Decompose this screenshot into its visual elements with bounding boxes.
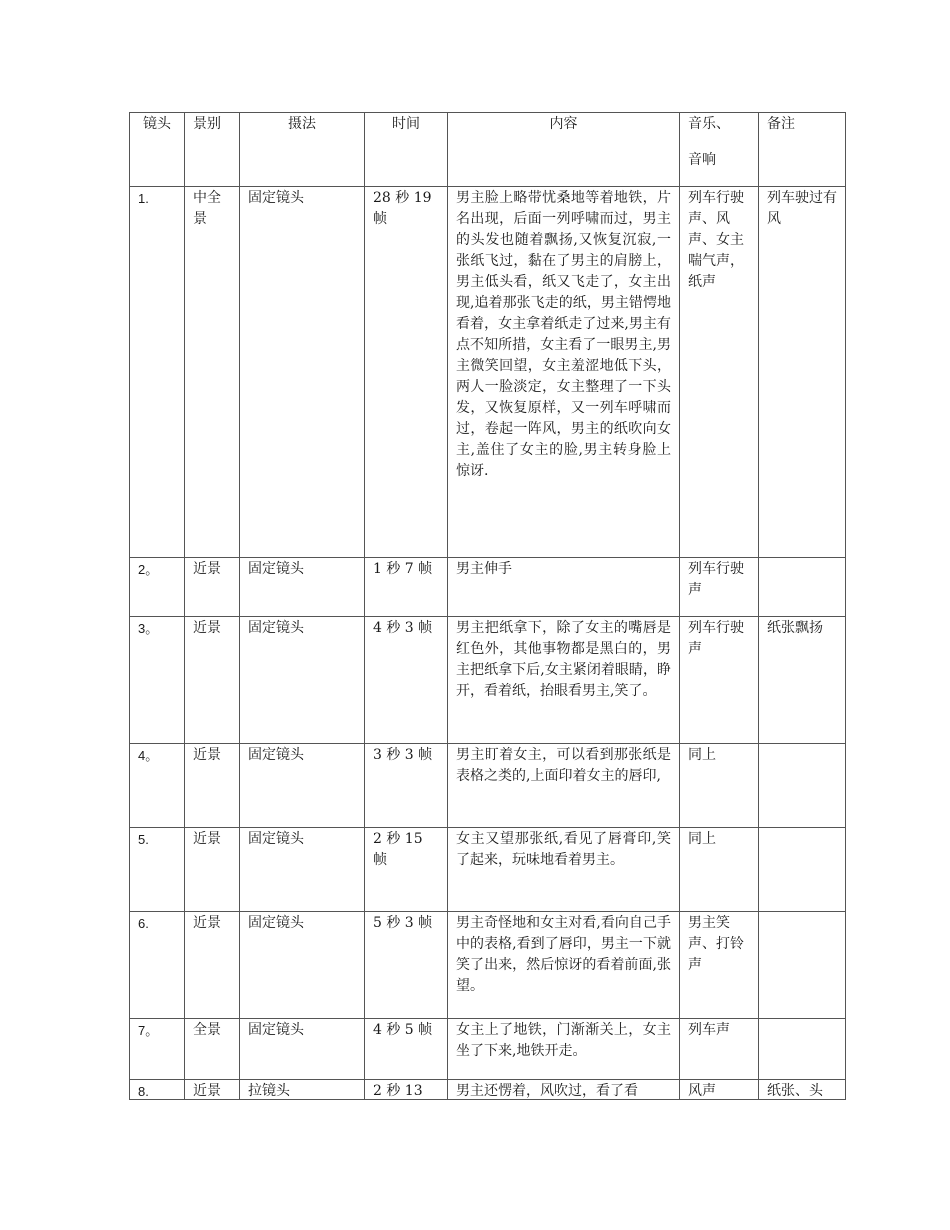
cell-content: 男主把纸拿下，除了女主的嘴唇是红色外，其他事物都是黑白的，男主把纸拿下后,女主紧闭着眼睛，睁开，看着纸，抬眼看男主,笑了。 [448,617,680,744]
cell-time: 1 秒 7 帧 [365,558,448,617]
cell-music: 列车声 [680,1019,759,1080]
cell-notes [759,828,846,912]
table-row [130,1019,846,1080]
header-method: 摄法 [240,113,365,187]
header-notes: 备注 [759,113,846,187]
cell-shot: 1. [130,187,185,558]
cell-shot: 6. [130,912,185,1019]
storyboard-table [129,112,846,1100]
cell-shot: 5. [130,828,185,912]
header-scale: 景别 [185,113,240,187]
cell-shot: 7。 [130,1019,185,1080]
cell-method: 固定镜头 [240,617,365,744]
cell-content: 男主脸上略带忧桑地等着地铁，片名出现，后面一列呼啸而过，男主的头发也随着飘扬,又恢复沉寂,一张纸飞过，黏在了男主的肩膀上，男主低头看，纸又飞走了，女主出现,追着那张飞走的纸，男主错愕地看着，女主拿着纸走了过来,男主有点不知所措，女主看了一眼男主,男主微笑回望，女主羞涩地低下头，两人一脸淡定，女主整理了一下头发，又恢复原样，又一列车呼啸而过，卷起一阵风，男主的纸吹向女主,盖住了女主的脸,男主转身脸上惊讶. [448,187,680,558]
cell-time: 5 秒 3 帧 [365,912,448,1019]
cell-method: 拉镜头 [248,1083,290,1099]
cell-time: 2 秒 15 帧 [365,828,448,912]
cell-content: 男主还愣着，风吹过，看了看 [456,1083,638,1099]
cell-scale: 近景 [185,617,240,744]
cell-time: 4 秒 3 帧 [365,617,448,744]
cell-notes [759,744,846,828]
table-row [130,744,846,828]
cell-music: 列车行驶声 [680,558,759,617]
cell-music: 男主笑声、打铃声 [680,912,759,1019]
cell-shot: 4。 [130,744,185,828]
table-header-row [130,113,846,187]
cell-notes: 纸张、头 [767,1083,823,1099]
cell-music: 同上 [680,744,759,828]
cell-music: 列车行驶声 [680,617,759,744]
cell-method: 固定镜头 [240,1019,365,1080]
cell-music: 列车行驶声、风声、女主喘气声，纸声 [680,187,759,558]
cell-scale: 全景 [185,1019,240,1080]
cell-content: 女主上了地铁，门渐渐关上，女主坐了下来,地铁开走。 [448,1019,680,1080]
cell-shot: 2。 [130,558,185,617]
table-row [130,828,846,912]
cell-scale: 近景 [185,558,240,617]
table-row [130,912,846,1019]
cell-method: 固定镜头 [240,912,365,1019]
cell-content: 女主又望那张纸,看见了唇膏印,笑了起来，玩味地看着男主。 [448,828,680,912]
header-shot: 镜头 [130,113,185,187]
cell-shot: 8. [138,1084,149,1099]
table-row [130,558,846,617]
cell-scale: 近景 [185,912,240,1019]
cell-method: 固定镜头 [240,558,365,617]
cell-music: 同上 [680,828,759,912]
cell-notes [759,912,846,1019]
cell-scale: 近景 [193,1083,221,1099]
cell-time: 4 秒 5 帧 [365,1019,448,1080]
cell-method: 固定镜头 [240,187,365,558]
table-row [130,1080,846,1100]
header-music-line2: 音响 [688,152,716,168]
header-content: 内容 [448,113,680,187]
cell-method: 固定镜头 [240,744,365,828]
header-music [680,113,759,187]
cell-content: 男主伸手 [448,558,680,617]
cell-notes [759,558,846,617]
cell-content: 男主盯着女主，可以看到那张纸是表格之类的,上面印着女主的唇印, [448,744,680,828]
cell-scale: 近景 [185,828,240,912]
cell-time: 28 秒 19 帧 [365,187,448,558]
cell-scale: 中全景 [185,187,240,558]
cell-music: 风声 [688,1083,716,1099]
cell-method: 固定镜头 [240,828,365,912]
header-time: 时间 [365,113,448,187]
cell-notes: 纸张飘扬 [759,617,846,744]
cell-notes [759,1019,846,1080]
cell-content: 男主奇怪地和女主对看,看向自己手中的表格,看到了唇印，男主一下就笑了出来，然后惊讶的看着前面,张望。 [448,912,680,1019]
cell-shot: 3。 [130,617,185,744]
cell-time: 2 秒 13 [373,1083,423,1099]
cell-time: 3 秒 3 帧 [365,744,448,828]
table-row [130,187,846,558]
header-music-line1: 音乐、 [688,116,730,132]
cell-notes: 列车驶过有风 [759,187,846,558]
cell-scale: 近景 [185,744,240,828]
table-row [130,617,846,744]
